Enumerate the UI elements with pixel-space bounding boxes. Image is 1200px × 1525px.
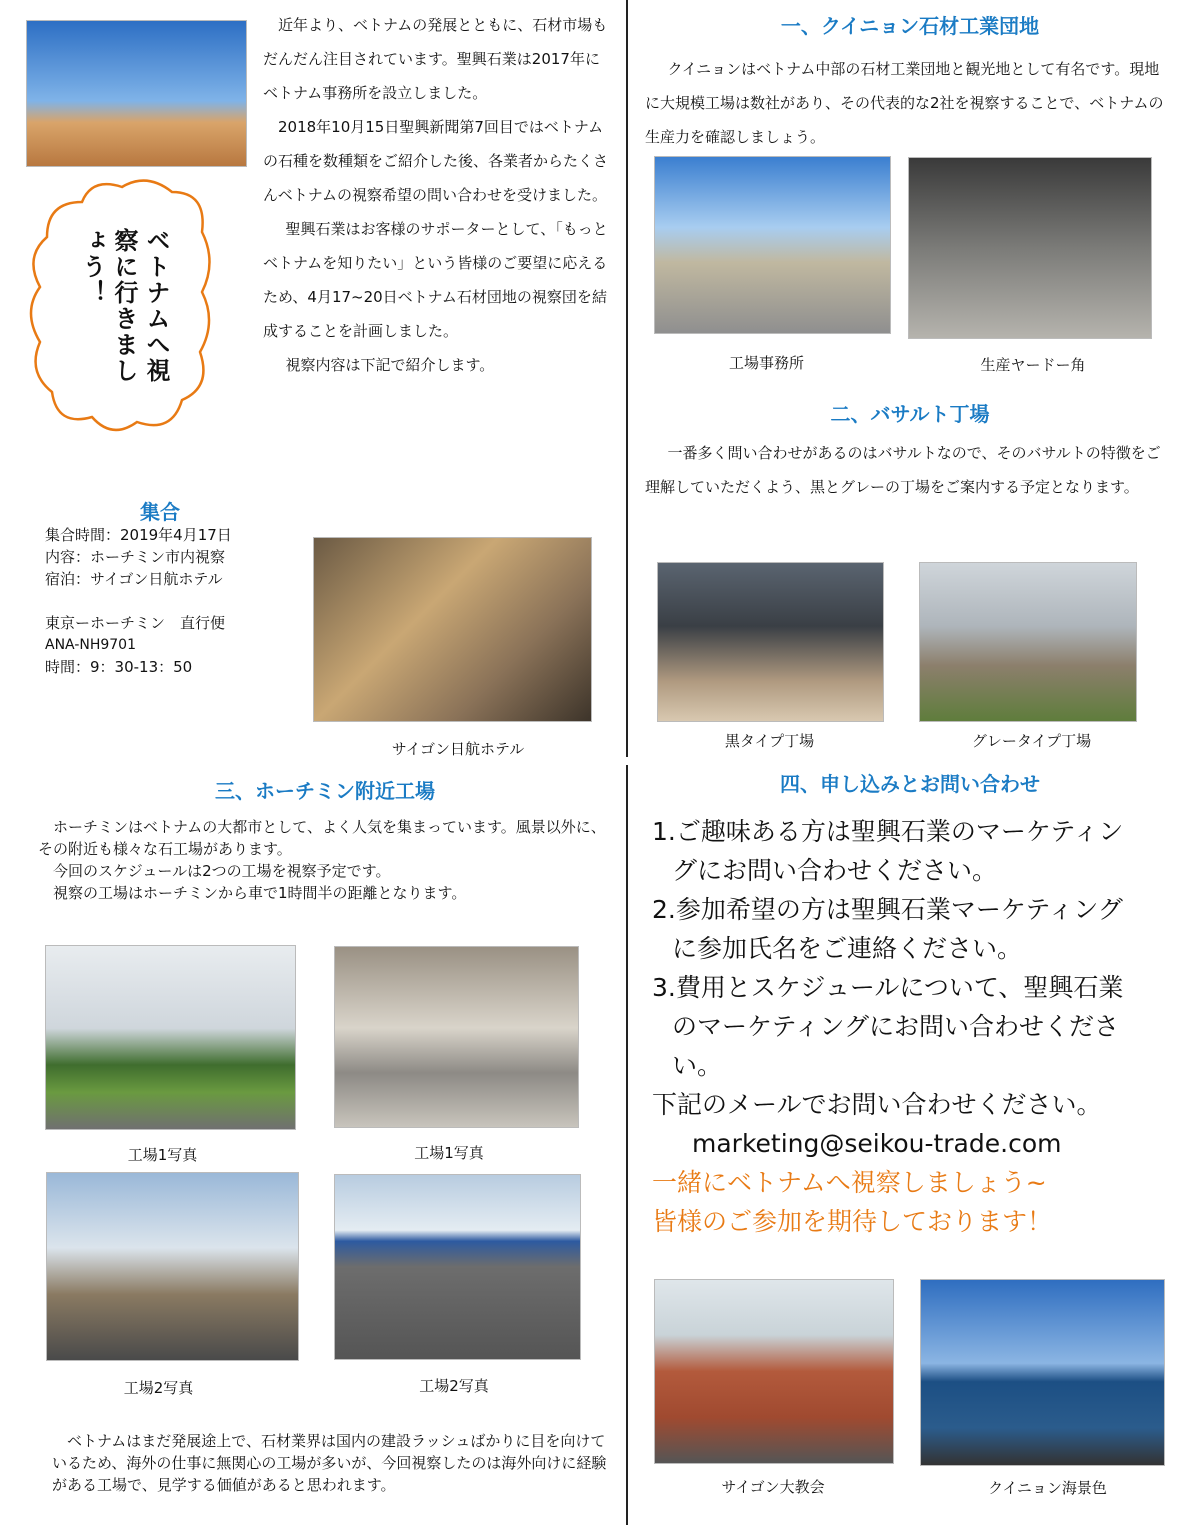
factory1-photo-a	[45, 945, 296, 1130]
section1-body: クイニョンはベトナム中部の石材工業団地と観光地として有名です。現地に大規模工場は数社があり、その代表的な2社を視察することで、ベトナムの生産力を確認しましょう。	[645, 60, 1164, 146]
factory1-caption-b: 工場1写真	[414, 1144, 484, 1162]
cathedral-caption: サイゴン大教会	[721, 1478, 825, 1496]
grey-quarry-caption: グレータイプ丁場	[971, 732, 1092, 750]
section3-paragraph: 今回のスケジュールは2つの工場を視察予定です。	[53, 862, 391, 880]
closing-line: 皆様のご参加を期待しております！	[652, 1207, 1053, 1236]
section4-body	[652, 812, 1147, 1241]
section3-footer: ベトナムはまだ発展途上で、石材業界は国内の建設ラッシュばかりに目を向けているため、海外の仕事に無関心の工場が多いが、今回視察したのは海外向けに経験がある工場で、見学する価値があると思われます。	[52, 1432, 607, 1494]
section3-paragraph: 視察の工場はホーチミンから車で1時間半の距離となります。	[53, 884, 467, 902]
flight-line: 東京ーホーチミン 直行便	[45, 614, 226, 632]
meeting-details	[45, 524, 232, 678]
section4-item: 3.費用とスケジュールについて、聖興石業のマーケティングにお問い合わせください。	[652, 973, 1124, 1080]
section3-body	[38, 816, 613, 904]
meeting-line: 集合時間：2019年4月17日	[45, 526, 232, 544]
contact-line: 下記のメールでお問い合わせください。	[652, 1090, 1102, 1119]
section2-body: 一番多く問い合わせがあるのはバサルトなので、そのバサルトの特徴をご理解していただくよう、黒とグレーの丁場をご案内する予定となります。	[645, 444, 1161, 496]
intro-paragraph: 近年より、ベトナムの発展とともに、石材市場もだんだん注目されています。聖興石業は2017年にベトナム事務所を設立しました。	[263, 16, 608, 102]
meeting-title: 集合	[140, 500, 180, 524]
section4-item: 2.参加希望の方は聖興石業マーケティングに参加氏名をご連絡ください。	[652, 895, 1123, 963]
factory1-photo-b	[334, 946, 579, 1128]
cathedral-photo	[654, 1279, 894, 1464]
desert-photo	[26, 20, 247, 167]
meeting-line: 内容：ホーチミン市内視察	[45, 548, 226, 566]
office-photo	[654, 156, 891, 334]
section1-title: 一、クイニョン石材工業団地	[780, 14, 1040, 38]
closing-line: 一緒にベトナムへ視察しましょう~	[652, 1168, 1047, 1197]
office-caption: 工場事務所	[728, 354, 804, 372]
black-quarry-caption: 黒タイプ丁場	[724, 732, 815, 750]
section4-item: 1.ご趣味ある方は聖興石業のマーケティングにお問い合わせください。	[652, 817, 1124, 885]
intro-paragraph: 視察内容は下記で紹介します。	[285, 356, 495, 374]
black-quarry-photo	[657, 562, 884, 722]
sea-caption: クイニョン海景色	[988, 1479, 1107, 1497]
section3-title: 三、ホーチミン附近工場	[215, 779, 435, 803]
section4-title: 四、申し込みとお問い合わせ	[780, 772, 1040, 796]
intro-paragraph: 2018年10月15日聖興新聞第7回目ではベトナムの石種を数種類をご紹介した後、各業者からたくさんベトナムの視察希望の問い合わせを受けました。	[263, 118, 609, 204]
section2-title: 二、バサルト丁場	[830, 402, 990, 426]
section3-paragraph: ホーチミンはベトナムの大都市として、よく人気を集まっています。風景以外に、その附近も様々な石工場があります。	[38, 818, 606, 858]
flight-line: ANA-NH9701	[45, 637, 136, 653]
yard-caption: 生産ヤードー角	[980, 356, 1086, 374]
column-divider	[626, 765, 628, 1525]
cloud-text: ベトナムへ視察に行きましょう！	[78, 228, 170, 384]
sea-photo	[920, 1279, 1165, 1466]
intro-paragraph: 聖興石業はお客様のサポーターとして、「もっとベトナムを知りたい」という皆様のご要望に応えるため、4月17~20日ベトナム石材団地の視察団を結成することを計画しました。	[263, 220, 608, 340]
hotel-photo	[313, 537, 592, 722]
factory1-caption-a: 工場1写真	[127, 1146, 198, 1164]
factory2-caption-b: 工場2写真	[419, 1377, 489, 1395]
factory2-photo-a	[46, 1172, 299, 1361]
flight-line: 時間：9：30-13：50	[45, 658, 193, 676]
contact-email[interactable]: marketing@seikou-trade.com	[692, 1129, 1062, 1158]
meeting-line: 宿泊：サイゴン日航ホテル	[45, 570, 223, 588]
grey-quarry-photo	[919, 562, 1137, 722]
intro-text	[263, 8, 613, 382]
hotel-caption: サイゴン日航ホテル	[391, 740, 525, 758]
column-divider	[626, 0, 628, 757]
yard-photo	[908, 157, 1152, 339]
factory2-caption-a: 工場2写真	[123, 1379, 194, 1397]
factory2-photo-b	[334, 1174, 581, 1360]
